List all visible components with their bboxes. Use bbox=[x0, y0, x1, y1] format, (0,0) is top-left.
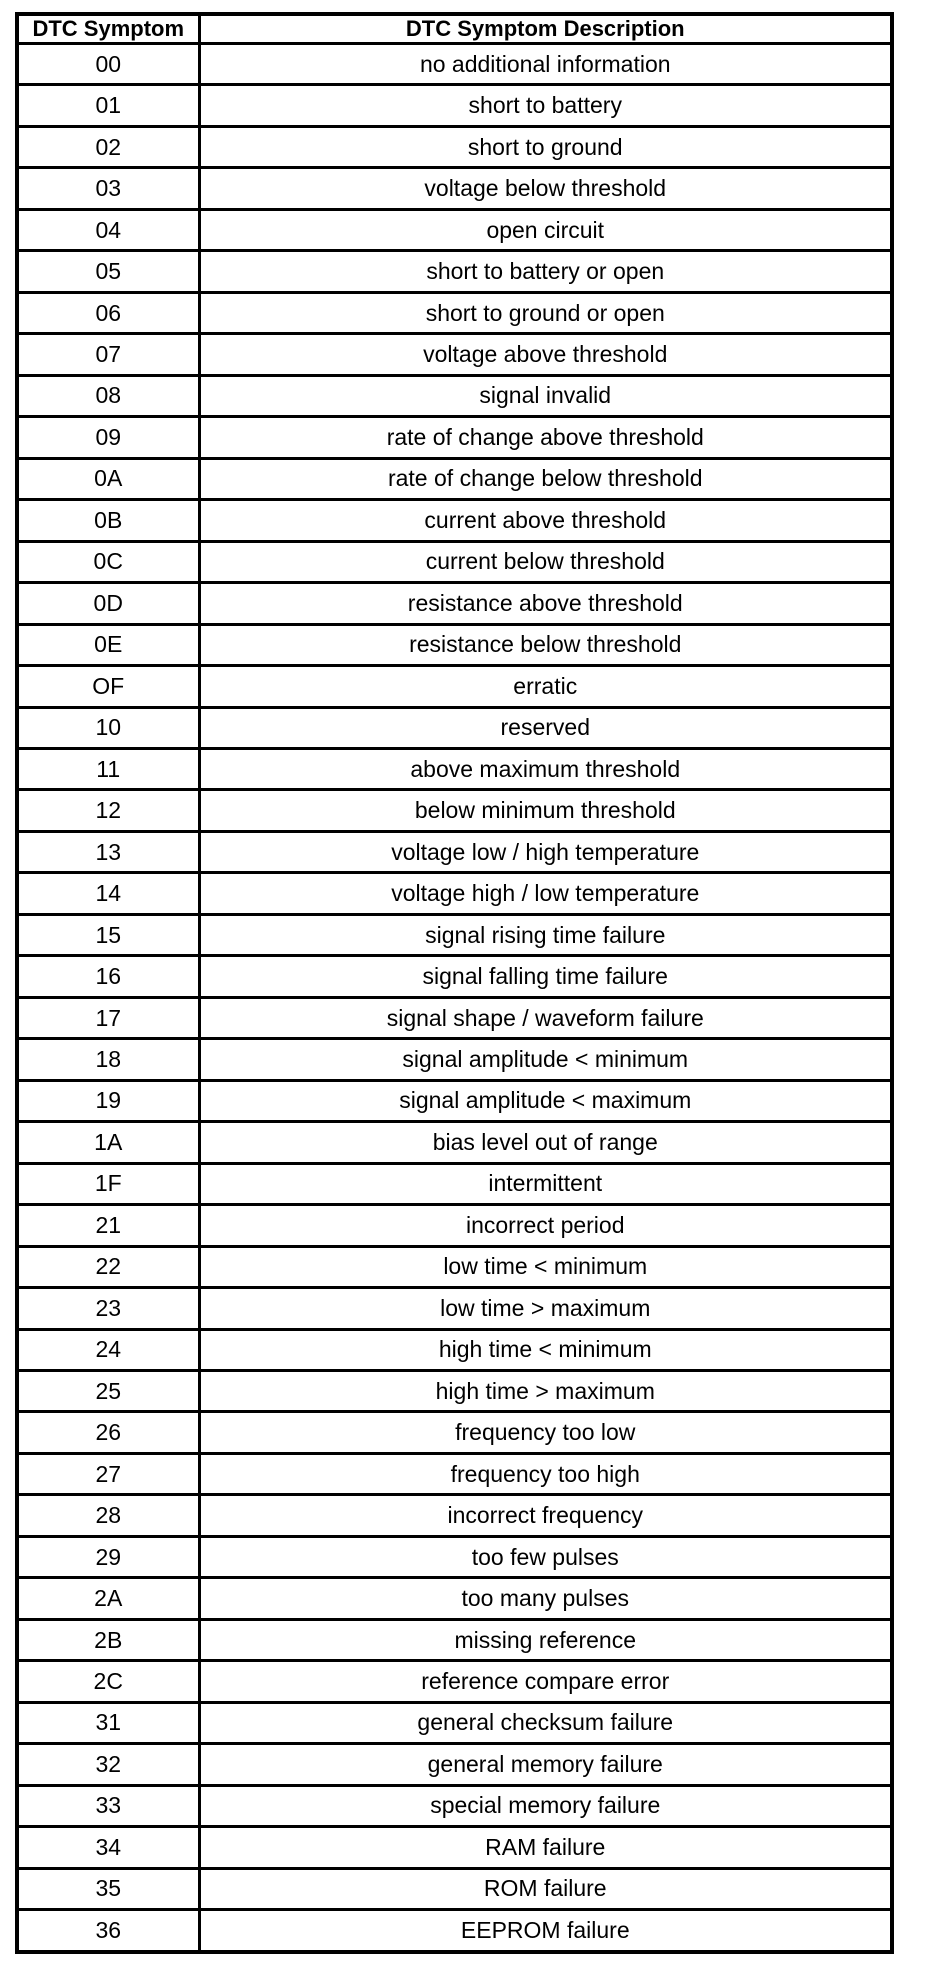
dtc-symptom-code: 25 bbox=[17, 1371, 199, 1412]
dtc-symptom-code: 18 bbox=[17, 1039, 199, 1080]
table-row bbox=[17, 1495, 892, 1536]
dtc-symptom-description: high time < minimum bbox=[199, 1329, 892, 1370]
table-row bbox=[17, 748, 892, 789]
table-row bbox=[17, 1329, 892, 1370]
table-row bbox=[17, 1910, 892, 1952]
table-row bbox=[17, 831, 892, 872]
dtc-symptom-code: 02 bbox=[17, 126, 199, 167]
dtc-symptom-description: missing reference bbox=[199, 1619, 892, 1660]
dtc-symptom-code: 2C bbox=[17, 1661, 199, 1702]
table-row bbox=[17, 85, 892, 126]
table-row bbox=[17, 209, 892, 250]
dtc-symptom-code: 12 bbox=[17, 790, 199, 831]
dtc-symptom-description: short to battery or open bbox=[199, 251, 892, 292]
table-row bbox=[17, 458, 892, 499]
dtc-symptom-code: 14 bbox=[17, 873, 199, 914]
dtc-symptom-description: voltage low / high temperature bbox=[199, 831, 892, 872]
dtc-symptom-table bbox=[15, 12, 894, 1954]
dtc-symptom-description: short to battery bbox=[199, 85, 892, 126]
table-row bbox=[17, 1246, 892, 1287]
dtc-symptom-code: 0B bbox=[17, 500, 199, 541]
dtc-symptom-description: low time < minimum bbox=[199, 1246, 892, 1287]
dtc-symptom-code: 13 bbox=[17, 831, 199, 872]
dtc-symptom-code: 11 bbox=[17, 748, 199, 789]
dtc-symptom-code: 1F bbox=[17, 1163, 199, 1204]
dtc-symptom-description: voltage high / low temperature bbox=[199, 873, 892, 914]
dtc-symptom-code: 0D bbox=[17, 583, 199, 624]
table-row bbox=[17, 624, 892, 665]
dtc-symptom-code: 16 bbox=[17, 956, 199, 997]
dtc-symptom-code: 27 bbox=[17, 1453, 199, 1494]
dtc-symptom-code: 21 bbox=[17, 1205, 199, 1246]
table-row bbox=[17, 956, 892, 997]
table-row bbox=[17, 500, 892, 541]
dtc-symptom-description: voltage above threshold bbox=[199, 334, 892, 375]
dtc-symptom-code: 32 bbox=[17, 1744, 199, 1785]
dtc-symptom-code: 07 bbox=[17, 334, 199, 375]
dtc-symptom-code: 0C bbox=[17, 541, 199, 582]
table-row bbox=[17, 873, 892, 914]
table-row bbox=[17, 1288, 892, 1329]
dtc-symptom-description: below minimum threshold bbox=[199, 790, 892, 831]
header-dtc-symptom: DTC Symptom bbox=[17, 14, 199, 44]
dtc-symptom-description: too many pulses bbox=[199, 1578, 892, 1619]
table-row bbox=[17, 417, 892, 458]
table-row bbox=[17, 790, 892, 831]
dtc-symptom-code: 1A bbox=[17, 1122, 199, 1163]
dtc-symptom-code: 19 bbox=[17, 1080, 199, 1121]
table-row bbox=[17, 1827, 892, 1868]
dtc-symptom-description: signal amplitude < maximum bbox=[199, 1080, 892, 1121]
table-row bbox=[17, 334, 892, 375]
table-row bbox=[17, 666, 892, 707]
table-body bbox=[17, 44, 892, 1953]
dtc-symptom-description: above maximum threshold bbox=[199, 748, 892, 789]
table-row bbox=[17, 997, 892, 1038]
table-row bbox=[17, 1371, 892, 1412]
dtc-symptom-description: reserved bbox=[199, 707, 892, 748]
dtc-symptom-description: signal amplitude < minimum bbox=[199, 1039, 892, 1080]
dtc-symptom-code: 23 bbox=[17, 1288, 199, 1329]
dtc-symptom-description: incorrect period bbox=[199, 1205, 892, 1246]
dtc-symptom-description: low time > maximum bbox=[199, 1288, 892, 1329]
dtc-symptom-code: 09 bbox=[17, 417, 199, 458]
dtc-symptom-code: 04 bbox=[17, 209, 199, 250]
dtc-symptom-description: ROM failure bbox=[199, 1868, 892, 1909]
dtc-symptom-code: OF bbox=[17, 666, 199, 707]
table-row bbox=[17, 1702, 892, 1743]
dtc-symptom-description: rate of change above threshold bbox=[199, 417, 892, 458]
dtc-symptom-description: rate of change below threshold bbox=[199, 458, 892, 499]
table-row bbox=[17, 1536, 892, 1577]
dtc-symptom-description: erratic bbox=[199, 666, 892, 707]
table-row bbox=[17, 292, 892, 333]
dtc-symptom-code: 34 bbox=[17, 1827, 199, 1868]
dtc-symptom-description: frequency too low bbox=[199, 1412, 892, 1453]
dtc-symptom-description: reference compare error bbox=[199, 1661, 892, 1702]
dtc-symptom-code: 15 bbox=[17, 914, 199, 955]
dtc-symptom-code: 06 bbox=[17, 292, 199, 333]
dtc-symptom-description: short to ground bbox=[199, 126, 892, 167]
dtc-symptom-description: RAM failure bbox=[199, 1827, 892, 1868]
dtc-symptom-description: special memory failure bbox=[199, 1785, 892, 1826]
dtc-symptom-description: signal invalid bbox=[199, 375, 892, 416]
dtc-symptom-description: voltage below threshold bbox=[199, 168, 892, 209]
dtc-symptom-description: resistance above threshold bbox=[199, 583, 892, 624]
dtc-symptom-code: 08 bbox=[17, 375, 199, 416]
table-row bbox=[17, 1205, 892, 1246]
dtc-symptom-code: 36 bbox=[17, 1910, 199, 1952]
dtc-symptom-description: high time > maximum bbox=[199, 1371, 892, 1412]
dtc-symptom-code: 24 bbox=[17, 1329, 199, 1370]
dtc-symptom-code: 0A bbox=[17, 458, 199, 499]
dtc-symptom-description: open circuit bbox=[199, 209, 892, 250]
table-row bbox=[17, 126, 892, 167]
dtc-symptom-code: 01 bbox=[17, 85, 199, 126]
dtc-symptom-code: 17 bbox=[17, 997, 199, 1038]
table-row bbox=[17, 1163, 892, 1204]
dtc-symptom-code: 31 bbox=[17, 1702, 199, 1743]
table-row bbox=[17, 541, 892, 582]
table-row bbox=[17, 44, 892, 85]
dtc-symptom-code: 05 bbox=[17, 251, 199, 292]
table-row bbox=[17, 1868, 892, 1909]
dtc-symptom-description: signal falling time failure bbox=[199, 956, 892, 997]
dtc-symptom-code: 28 bbox=[17, 1495, 199, 1536]
table-row bbox=[17, 1122, 892, 1163]
dtc-symptom-description: current above threshold bbox=[199, 500, 892, 541]
table-row bbox=[17, 707, 892, 748]
dtc-symptom-code: 2A bbox=[17, 1578, 199, 1619]
dtc-symptom-description: general checksum failure bbox=[199, 1702, 892, 1743]
table-row bbox=[17, 1744, 892, 1785]
dtc-symptom-description: resistance below threshold bbox=[199, 624, 892, 665]
table-header-row bbox=[17, 14, 892, 44]
header-dtc-symptom-description: DTC Symptom Description bbox=[199, 14, 892, 44]
dtc-symptom-description: EEPROM failure bbox=[199, 1910, 892, 1952]
table-row bbox=[17, 251, 892, 292]
dtc-symptom-code: 35 bbox=[17, 1868, 199, 1909]
table-row bbox=[17, 1619, 892, 1660]
dtc-symptom-description: no additional information bbox=[199, 44, 892, 85]
dtc-symptom-description: incorrect frequency bbox=[199, 1495, 892, 1536]
dtc-symptom-description: current below threshold bbox=[199, 541, 892, 582]
dtc-symptom-code: 33 bbox=[17, 1785, 199, 1826]
table-row bbox=[17, 1578, 892, 1619]
dtc-symptom-description: intermittent bbox=[199, 1163, 892, 1204]
table-row bbox=[17, 1453, 892, 1494]
dtc-symptom-code: 10 bbox=[17, 707, 199, 748]
table-row bbox=[17, 1039, 892, 1080]
table-row bbox=[17, 1080, 892, 1121]
table-row bbox=[17, 375, 892, 416]
dtc-symptom-description: frequency too high bbox=[199, 1453, 892, 1494]
dtc-symptom-description: too few pulses bbox=[199, 1536, 892, 1577]
dtc-symptom-description: bias level out of range bbox=[199, 1122, 892, 1163]
dtc-symptom-code: 29 bbox=[17, 1536, 199, 1577]
table-row bbox=[17, 914, 892, 955]
dtc-symptom-description: general memory failure bbox=[199, 1744, 892, 1785]
dtc-symptom-code: 03 bbox=[17, 168, 199, 209]
table-row bbox=[17, 583, 892, 624]
dtc-symptom-code: 22 bbox=[17, 1246, 199, 1287]
table-row bbox=[17, 1412, 892, 1453]
table-row bbox=[17, 168, 892, 209]
dtc-symptom-description: signal shape / waveform failure bbox=[199, 997, 892, 1038]
dtc-symptom-code: 0E bbox=[17, 624, 199, 665]
table-row bbox=[17, 1785, 892, 1826]
table-row bbox=[17, 1661, 892, 1702]
dtc-symptom-code: 26 bbox=[17, 1412, 199, 1453]
dtc-symptom-code: 2B bbox=[17, 1619, 199, 1660]
dtc-symptom-code: 00 bbox=[17, 44, 199, 85]
dtc-symptom-description: signal rising time failure bbox=[199, 914, 892, 955]
dtc-symptom-description: short to ground or open bbox=[199, 292, 892, 333]
